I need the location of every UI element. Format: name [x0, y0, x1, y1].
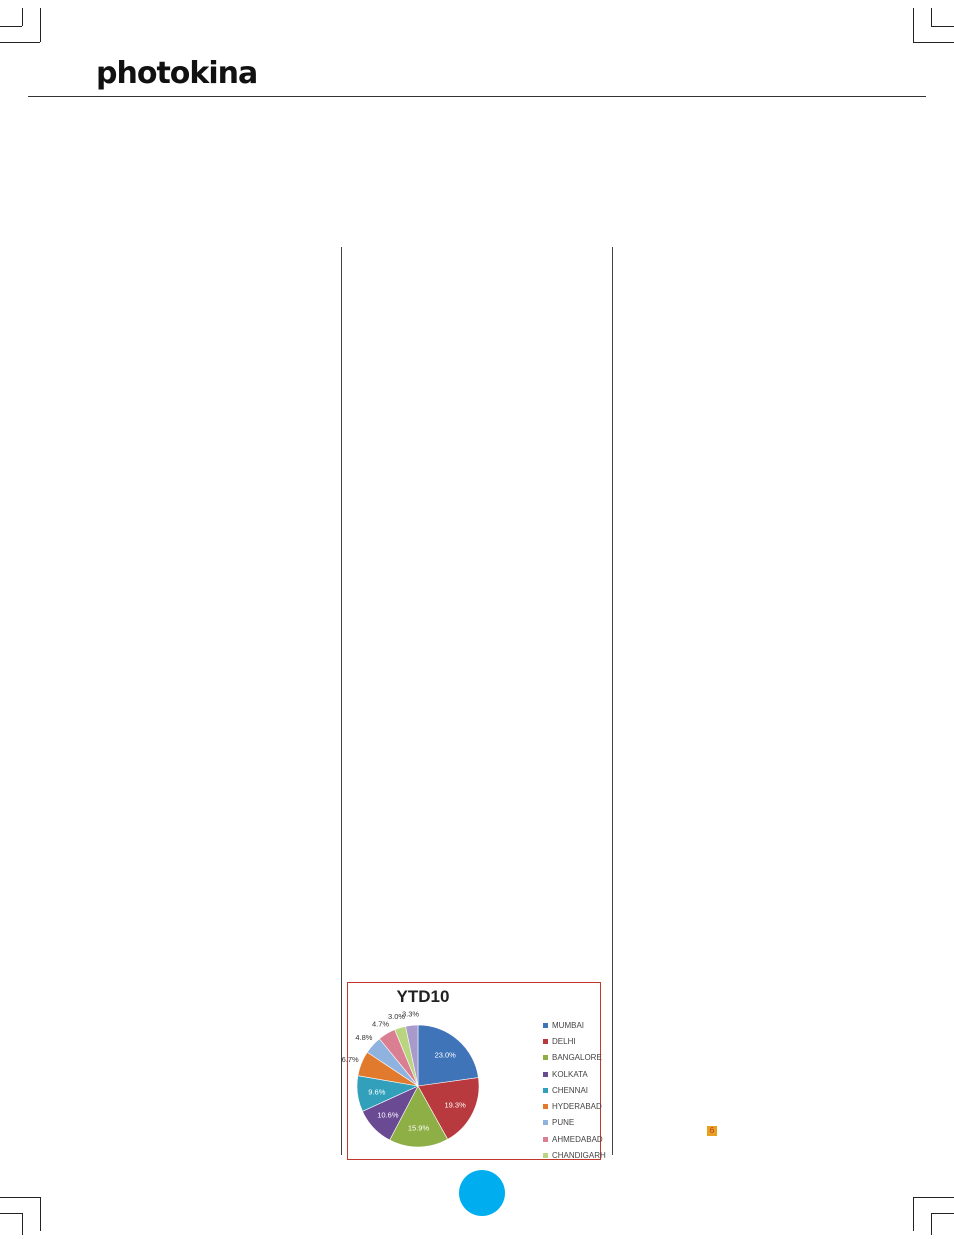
- pie-data-label: 4.8%: [355, 1032, 373, 1042]
- crop-mark: [931, 26, 954, 27]
- legend-swatch: [543, 1104, 548, 1109]
- legend-swatch: [543, 1137, 548, 1142]
- crop-mark: [913, 1197, 954, 1198]
- pie-data-label: 9.6%: [368, 1087, 386, 1097]
- crop-mark: [22, 8, 23, 26]
- legend-label: DELHI: [552, 1036, 576, 1046]
- legend-item-mumbai: [543, 1017, 606, 1033]
- pie-data-label: 10.6%: [377, 1110, 399, 1120]
- crop-mark: [913, 1197, 914, 1231]
- legend-item-delhi: [543, 1033, 606, 1049]
- legend-swatch: [543, 1153, 548, 1158]
- legend-label: MUMBAI: [552, 1020, 584, 1030]
- legend-label: KOLKATA: [552, 1069, 588, 1079]
- page-number-badge: [459, 1170, 505, 1216]
- crop-mark: [913, 42, 954, 43]
- header-rule: [28, 96, 926, 97]
- crop-mark: [0, 1213, 22, 1214]
- crop-mark: [931, 1213, 954, 1214]
- chart-title: YTD10: [396, 987, 450, 1006]
- legend-item-hyderabad: [543, 1098, 606, 1114]
- ytd10-pie-chart: [341, 982, 606, 1161]
- pie-data-label: 23.0%: [434, 1050, 456, 1060]
- legend-item-pune: [543, 1115, 606, 1131]
- chart-legend: [543, 1017, 606, 1164]
- pie-data-label: 3.0%: [387, 1012, 406, 1022]
- crop-mark: [0, 1197, 40, 1198]
- legend-swatch: [543, 1120, 548, 1125]
- crop-mark: [40, 8, 41, 42]
- legend-item-chennai: [543, 1082, 606, 1098]
- legend-swatch: [543, 1023, 548, 1028]
- crop-mark: [0, 26, 22, 27]
- crop-mark: [22, 1213, 23, 1235]
- legend-swatch: [543, 1072, 548, 1077]
- orange-marker: 6: [707, 1126, 717, 1136]
- legend-swatch: [543, 1088, 548, 1093]
- pie-data-label: 3.3%: [401, 1009, 420, 1019]
- legend-swatch: [543, 1039, 548, 1044]
- pie-data-label: 15.9%: [407, 1123, 430, 1133]
- column-divider-left: [341, 247, 342, 1155]
- legend-item-bangalore: [543, 1050, 606, 1066]
- legend-item-chandigarh: [543, 1147, 606, 1163]
- legend-item-ahmedabad: [543, 1131, 606, 1147]
- crop-mark: [913, 8, 914, 42]
- photokina-logo: photokina: [96, 56, 258, 91]
- pie-data-label: 6.7%: [341, 1055, 359, 1065]
- pie-svg: [341, 983, 543, 1161]
- legend-label: CHANDIGARH: [552, 1151, 606, 1161]
- legend-label: HYDERABAD: [552, 1102, 602, 1112]
- column-divider-right: [612, 247, 613, 1155]
- pie-data-label: 4.7%: [371, 1019, 390, 1029]
- crop-mark: [931, 1213, 932, 1235]
- pie-data-label: 19.3%: [444, 1100, 466, 1110]
- crop-mark: [0, 42, 40, 43]
- legend-label: PUNE: [552, 1118, 575, 1128]
- legend-swatch: [543, 1055, 548, 1060]
- legend-label: CHENNAI: [552, 1085, 589, 1095]
- crop-mark: [931, 8, 932, 26]
- legend-item-kolkata: [543, 1066, 606, 1082]
- legend-label: AHMEDABAD: [552, 1134, 603, 1144]
- legend-label: BANGALORE: [552, 1053, 602, 1063]
- crop-mark: [40, 1197, 41, 1231]
